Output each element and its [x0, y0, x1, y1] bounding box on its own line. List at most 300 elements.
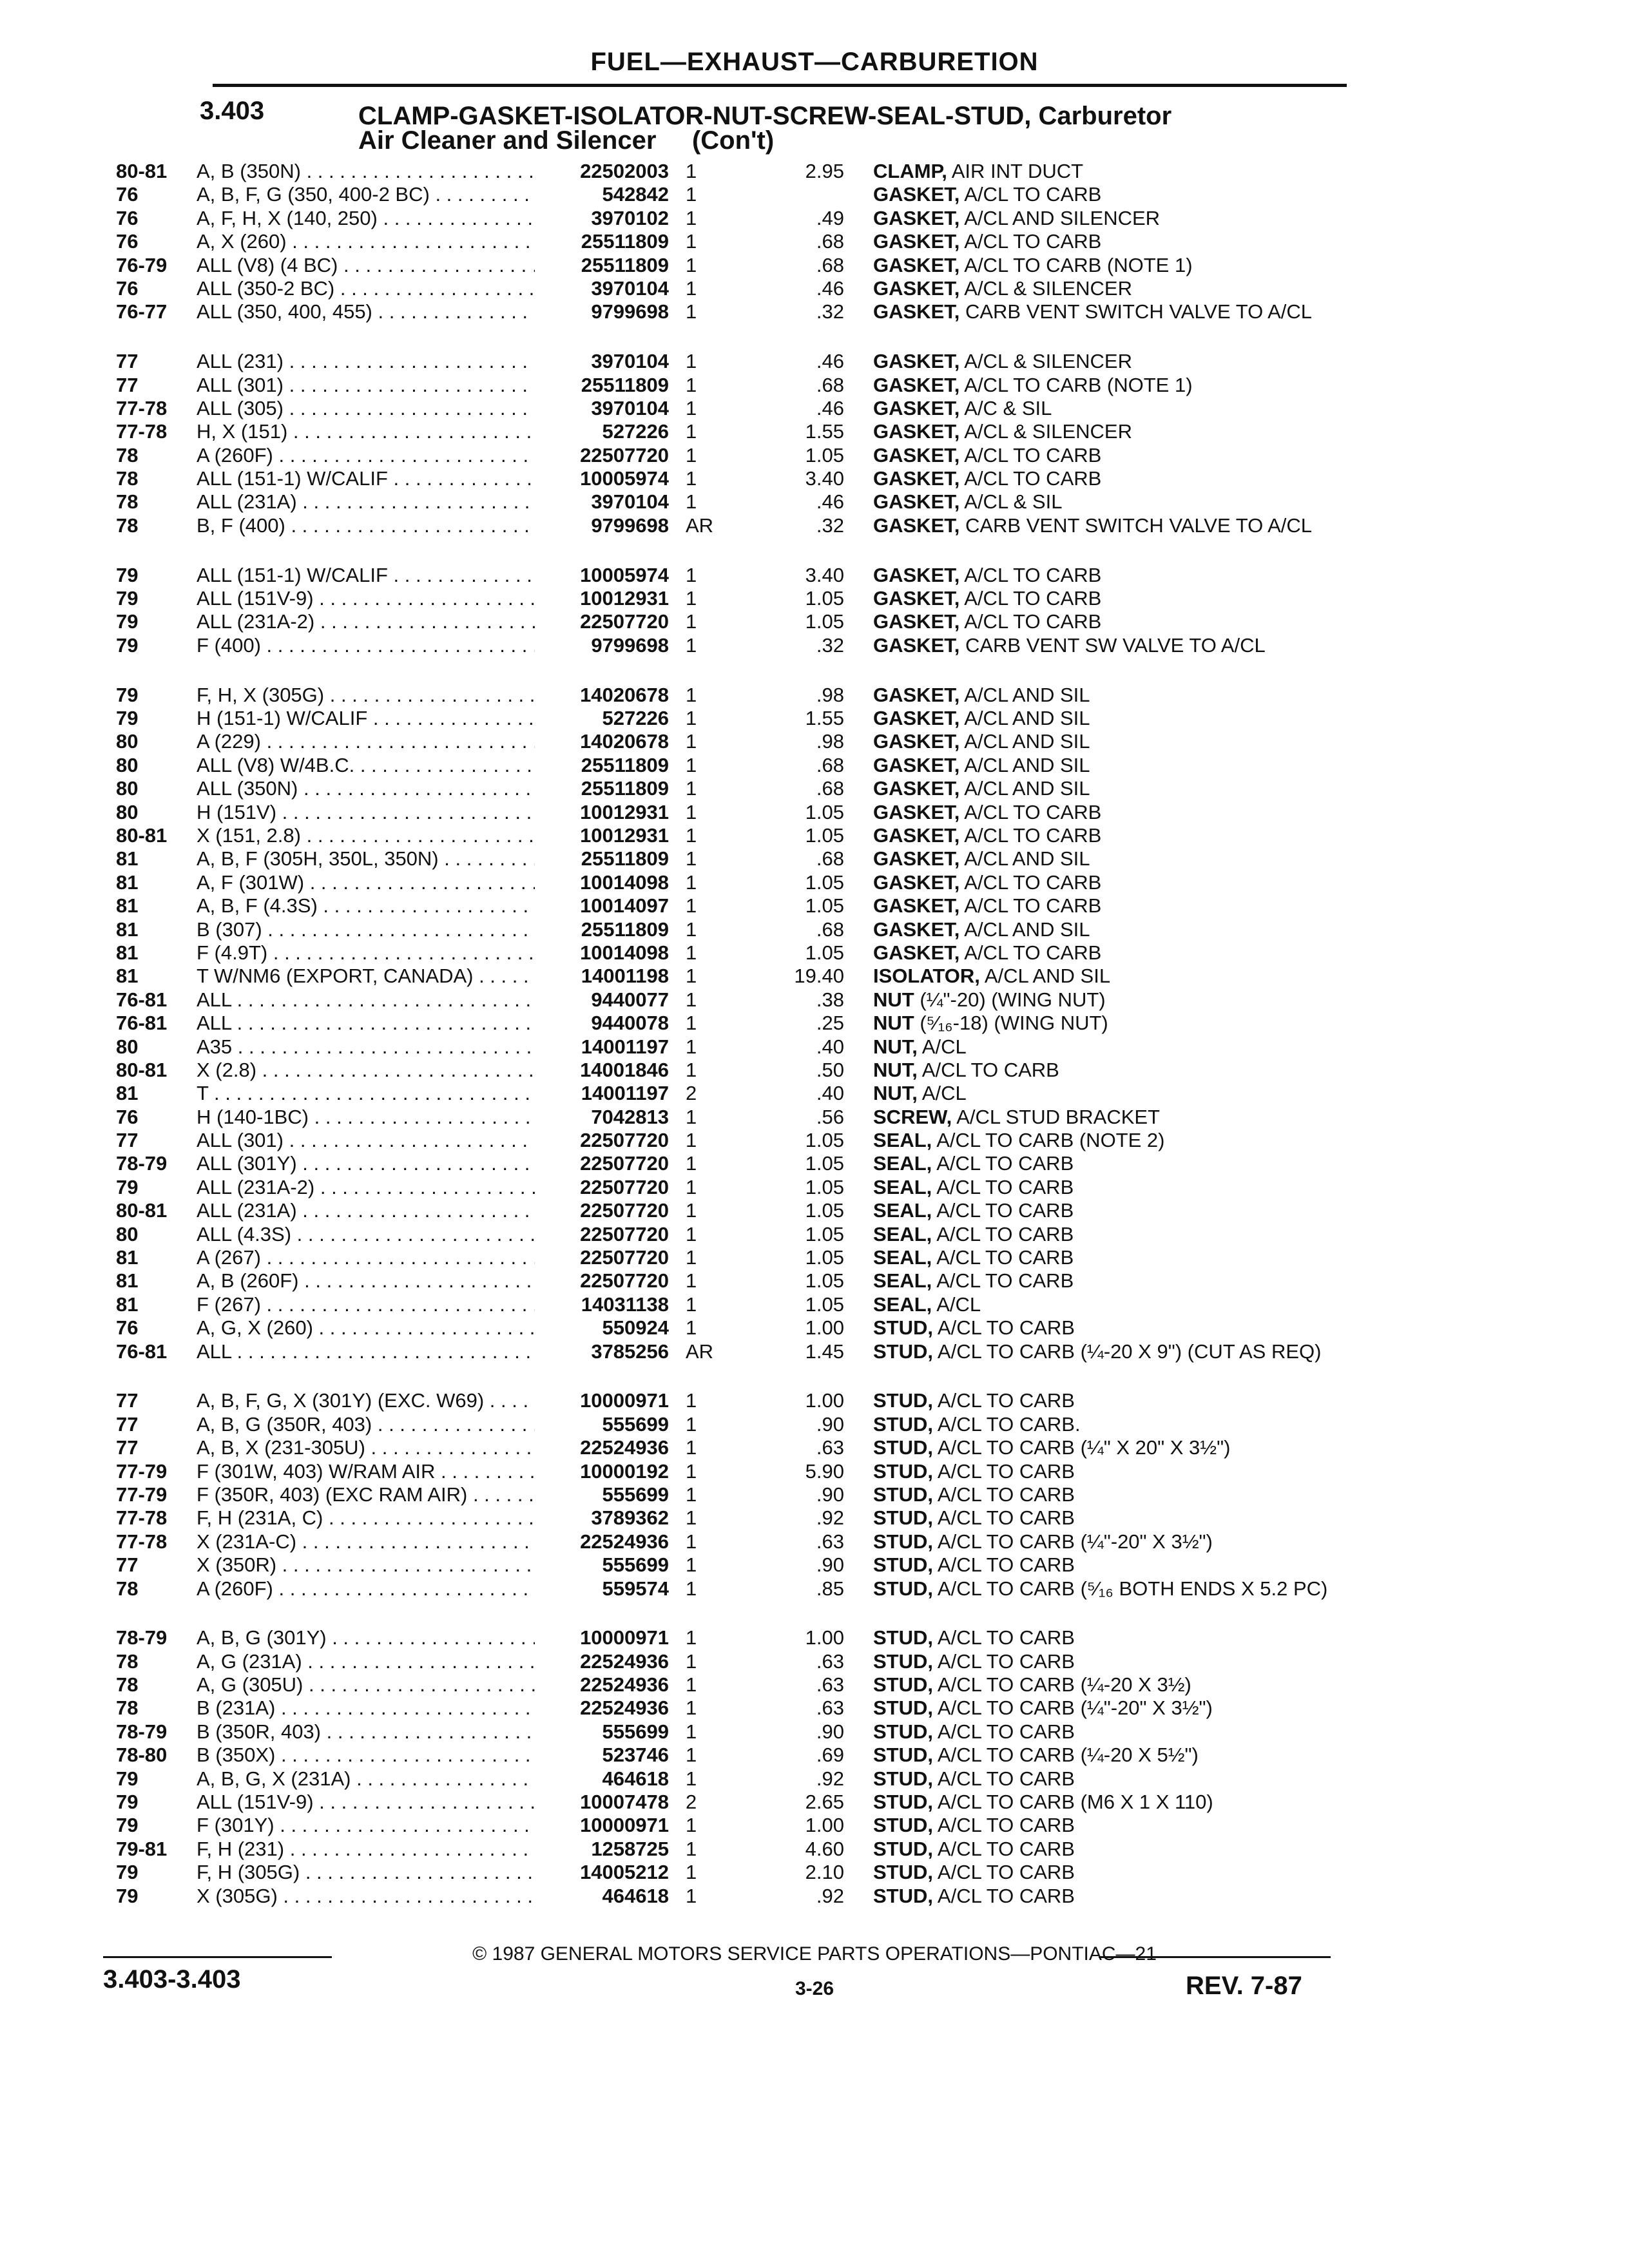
year-cell: 80 [116, 800, 139, 823]
price-cell: .69 [816, 1744, 844, 1767]
part-number-cell: 22524936 [580, 1436, 669, 1459]
application-cell: A, G, X (260) . . . [197, 1316, 535, 1340]
part-number-cell: 22507720 [580, 1222, 669, 1245]
part-number-cell: 14001846 [580, 1058, 669, 1081]
item-name: GASKET, [873, 396, 960, 419]
year-cell: 78 [116, 1673, 139, 1696]
item-name: STUD, [873, 1506, 933, 1530]
quantity-cell: 1 [686, 1389, 697, 1412]
item-description: A/C & SIL [959, 396, 1052, 419]
item-description: A/CL TO CARB [959, 443, 1102, 466]
application-cell: A, G (231A) . . . [197, 1650, 535, 1673]
table-row [0, 514, 1629, 561]
price-cell: .90 [816, 1553, 844, 1577]
year-cell: 80-81 [116, 1199, 168, 1222]
part-number-cell: 25511809 [581, 753, 669, 776]
application-cell: F (301Y) . . . [197, 1814, 535, 1837]
application-cell: F (350R, 403) (EXC RAM AIR) . . . [197, 1483, 535, 1506]
year-cell: 77-78 [116, 1506, 168, 1530]
description-cell [873, 1059, 1337, 1082]
year-cell: 81 [116, 870, 139, 894]
item-name: STUD, [873, 1389, 933, 1412]
price-cell: .90 [816, 1412, 844, 1436]
item-name: SEAL, [873, 1222, 932, 1245]
part-number-cell: 25511809 [581, 230, 669, 253]
price-cell: 1.55 [805, 707, 844, 730]
year-cell: 77 [116, 1129, 139, 1152]
application-cell: A, B (260F) . . . [197, 1269, 535, 1293]
part-number-cell: 22507720 [580, 1175, 669, 1198]
price-cell: .68 [816, 847, 844, 870]
table-row [0, 634, 1629, 681]
item-description: A/CL TO CARB [959, 941, 1102, 964]
part-number-cell: 555699 [602, 1720, 669, 1743]
price-cell: .46 [816, 396, 844, 419]
year-cell: 81 [116, 1269, 139, 1293]
part-number-cell: 3970104 [591, 396, 669, 419]
year-cell: 78-79 [116, 1720, 168, 1743]
quantity-cell: 1 [686, 1269, 697, 1293]
part-number-cell: 22507720 [580, 610, 669, 633]
description-cell [873, 350, 1337, 373]
quantity-cell: 1 [686, 894, 697, 918]
table-row [0, 1413, 1629, 1436]
item-description: A/CL TO CARB [933, 1720, 1075, 1743]
application-cell: ALL (151V-9) . . . [197, 587, 535, 610]
price-cell: 1.45 [805, 1340, 844, 1363]
quantity-cell: 1 [686, 1105, 697, 1128]
application-cell: A, B, F (4.3S) . . . [197, 894, 535, 918]
part-number-cell: 7042813 [591, 1105, 669, 1128]
item-name: GASKET, [873, 373, 960, 396]
part-number-cell: 10005974 [580, 563, 669, 586]
table-row [0, 965, 1629, 988]
quantity-cell: 1 [686, 823, 697, 847]
table-row [0, 1553, 1629, 1577]
section-number: 3.403 [200, 97, 265, 125]
description-cell [873, 941, 1337, 965]
item-description: A/CL TO CARB [959, 610, 1102, 633]
price-cell: 1.05 [805, 1152, 844, 1175]
table-row [0, 1720, 1629, 1744]
price-cell: 1.00 [805, 1626, 844, 1649]
part-number-cell: 464618 [602, 1767, 669, 1790]
table-row [0, 1389, 1629, 1412]
year-cell: 78 [116, 1577, 139, 1600]
item-description: A/CL TO CARB [933, 1506, 1075, 1530]
description-cell [873, 490, 1337, 514]
application-cell: ALL (V8) W/4B.C. . . . [197, 754, 535, 777]
application-cell: A, B, G, X (231A) . . . [197, 1767, 535, 1791]
price-cell: 1.05 [805, 800, 844, 823]
part-number-cell: 555699 [602, 1483, 669, 1506]
quantity-cell: 1 [686, 230, 697, 253]
part-number-cell: 10012931 [580, 800, 669, 823]
table-row [0, 467, 1629, 490]
application-cell: T . . . [197, 1082, 535, 1105]
price-cell: .92 [816, 1767, 844, 1790]
item-name: NUT [873, 988, 914, 1011]
description-cell [873, 1106, 1337, 1129]
application-cell: A, B, F (305H, 350L, 350N) . . . [197, 847, 535, 870]
item-description: A/CL AND SIL [979, 965, 1111, 988]
table-row [0, 684, 1629, 707]
item-name: GASKET, [873, 777, 960, 800]
item-description: A/CL AND SIL [959, 730, 1090, 753]
item-name: STUD, [873, 1412, 933, 1436]
table-row [0, 397, 1629, 420]
application-cell: A, B, G (301Y) . . . [197, 1626, 535, 1649]
item-description: A/CL TO CARB [933, 1884, 1075, 1907]
item-name: STUD, [873, 1744, 933, 1767]
table-row [0, 894, 1629, 918]
quantity-cell: 1 [686, 1626, 697, 1649]
description-cell [873, 254, 1337, 277]
application-cell: F (400) . . . [197, 634, 535, 657]
part-number-cell: 527226 [602, 420, 669, 443]
part-number-cell: 550924 [602, 1316, 669, 1340]
table-row [0, 1316, 1629, 1340]
description-cell [873, 1626, 1337, 1649]
quantity-cell: 1 [686, 183, 697, 206]
year-cell: 79 [116, 1861, 139, 1884]
year-cell: 77 [116, 1412, 139, 1436]
description-cell [873, 420, 1337, 443]
footer-section-range: 3.403-3.403 [103, 1965, 241, 1994]
item-description: A/CL TO CARB [933, 1649, 1075, 1673]
item-name: SEAL, [873, 1129, 932, 1152]
description-cell [873, 183, 1337, 206]
item-name: STUD, [873, 1530, 933, 1553]
item-name: GASKET, [873, 253, 960, 276]
item-description: A/CL TO CARB [932, 1175, 1074, 1198]
table-row [0, 160, 1629, 183]
item-description: A/CL & SILENCER [959, 276, 1132, 300]
year-cell: 77 [116, 1553, 139, 1577]
item-description: A/CL AND SIL [959, 847, 1090, 870]
part-number-cell: 10014097 [580, 894, 669, 918]
application-cell: A (229) . . . [197, 730, 535, 753]
item-description: CARB VENT SWITCH VALVE TO A/CL [959, 300, 1313, 323]
footer-copyright: © 1987 GENERAL MOTORS SERVICE PARTS OPERATIONS—PONTIAC—21 [472, 1943, 1157, 1965]
year-cell: 79 [116, 1767, 139, 1790]
price-cell: 1.05 [805, 1246, 844, 1269]
table-row [0, 1885, 1629, 1908]
part-number-cell: 3785256 [591, 1340, 669, 1363]
application-cell: ALL . . . [197, 1012, 535, 1035]
quantity-cell: 1 [686, 443, 697, 466]
quantity-cell: 1 [686, 1436, 697, 1459]
description-cell [873, 1152, 1337, 1175]
application-cell: ALL (231A) . . . [197, 490, 535, 514]
year-cell: 79 [116, 1814, 139, 1837]
description-cell [873, 374, 1337, 397]
page-header: FUEL—EXHAUST—CARBURETION [590, 48, 1039, 76]
footer-revision: REV. 7-87 [1186, 1972, 1302, 2000]
item-name: GASKET, [873, 730, 960, 753]
quantity-cell: 1 [686, 707, 697, 730]
item-description: A/CL TO CARB [932, 1152, 1074, 1175]
application-cell: A, B, F, G (350, 400-2 BC) . . . [197, 183, 535, 206]
item-description: A/CL TO CARB (¼-20 X 5½") [933, 1744, 1199, 1767]
year-cell: 78 [116, 467, 139, 490]
table-row [0, 1744, 1629, 1767]
description-cell [873, 514, 1337, 537]
year-cell: 80-81 [116, 1058, 168, 1081]
description-cell [873, 1293, 1337, 1316]
item-description: A/CL TO CARB (¼" X 20" X 3½") [933, 1436, 1231, 1459]
item-description: A/CL TO CARB [933, 1553, 1075, 1577]
quantity-cell: 1 [686, 396, 697, 419]
price-cell: 1.05 [805, 610, 844, 633]
part-number-cell: 555699 [602, 1412, 669, 1436]
item-description: A/CL TO CARB. [933, 1412, 1081, 1436]
year-cell: 81 [116, 894, 139, 918]
part-number-cell: 14001197 [581, 1035, 669, 1058]
description-cell [873, 824, 1337, 847]
item-description: A/CL & SILENCER [959, 420, 1132, 443]
description-cell [873, 1861, 1337, 1884]
table-row [0, 564, 1629, 587]
description-cell [873, 1199, 1337, 1222]
item-description: A/CL TO CARB [932, 1199, 1074, 1222]
application-cell: X (350R) . . . [197, 1553, 535, 1577]
year-cell: 79 [116, 1884, 139, 1907]
description-cell [873, 1696, 1337, 1720]
part-number-cell: 22507720 [580, 443, 669, 466]
price-cell: .32 [816, 300, 844, 323]
quantity-cell: 1 [686, 1577, 697, 1600]
application-cell: H (151-1) W/CALIF . . . [197, 707, 535, 730]
price-cell: .32 [816, 633, 844, 657]
price-cell: 1.00 [805, 1316, 844, 1340]
quantity-cell: 1 [686, 1129, 697, 1152]
price-cell: 1.05 [805, 823, 844, 847]
quantity-cell: 1 [686, 683, 697, 706]
description-cell [873, 730, 1337, 753]
quantity-cell: 1 [686, 988, 697, 1011]
table-row [0, 1861, 1629, 1884]
price-cell: .68 [816, 373, 844, 396]
year-cell: 78-79 [116, 1626, 168, 1649]
application-cell: F, H (231) . . . [197, 1838, 535, 1861]
part-number-cell: 22507720 [580, 1152, 669, 1175]
quantity-cell: 1 [686, 1246, 697, 1269]
table-row [0, 587, 1629, 610]
item-description: A/CL STUD BRACKET [952, 1105, 1160, 1128]
price-cell: 1.05 [805, 587, 844, 610]
part-number-cell: 3970104 [591, 276, 669, 300]
table-row [0, 988, 1629, 1012]
description-cell [873, 1530, 1337, 1553]
part-number-cell: 22524936 [580, 1530, 669, 1553]
quantity-cell: 1 [686, 1199, 697, 1222]
table-row [0, 1814, 1629, 1837]
price-cell: .38 [816, 988, 844, 1011]
quantity-cell: 1 [686, 633, 697, 657]
description-cell [873, 801, 1337, 824]
year-cell: 76-79 [116, 253, 168, 276]
item-name: GASKET, [873, 230, 960, 253]
price-cell: 1.05 [805, 870, 844, 894]
table-row [0, 1673, 1629, 1696]
item-name: GASKET, [873, 823, 960, 847]
quantity-cell: 1 [686, 490, 697, 514]
quantity-cell: 1 [686, 1744, 697, 1767]
application-cell: ALL (301Y) . . . [197, 1152, 535, 1175]
description-cell [873, 634, 1337, 657]
quantity-cell: 1 [686, 965, 697, 988]
description-cell [873, 564, 1337, 587]
table-row [0, 1483, 1629, 1506]
part-number-cell: 22507720 [580, 1246, 669, 1269]
table-row [0, 1696, 1629, 1720]
quantity-cell: 1 [686, 1884, 697, 1907]
table-row [0, 801, 1629, 824]
application-cell: F, H, X (305G) . . . [197, 684, 535, 707]
year-cell: 80 [116, 777, 139, 800]
item-name: STUD, [873, 1436, 933, 1459]
part-number-cell: 10000971 [580, 1389, 669, 1412]
year-cell: 81 [116, 965, 139, 988]
item-description: A/CL TO CARB [933, 1316, 1075, 1340]
application-cell: B (350X) . . . [197, 1744, 535, 1767]
part-number-cell: 555699 [602, 1553, 669, 1577]
table-row [0, 777, 1629, 800]
item-name: SEAL, [873, 1199, 932, 1222]
item-name: STUD, [873, 1649, 933, 1673]
year-cell: 78-80 [116, 1744, 168, 1767]
price-cell: .90 [816, 1483, 844, 1506]
quantity-cell: 1 [686, 1152, 697, 1175]
year-cell: 77 [116, 1389, 139, 1412]
item-description: A/CL TO CARB [932, 1222, 1074, 1245]
description-cell [873, 467, 1337, 490]
application-cell: H (151V) . . . [197, 801, 535, 824]
quantity-cell: 1 [686, 753, 697, 776]
application-cell: ALL (231A-2) . . . [197, 610, 535, 633]
quantity-cell: 1 [686, 206, 697, 229]
year-cell: 77-78 [116, 396, 168, 419]
part-number-cell: 10014098 [580, 870, 669, 894]
application-cell: ALL (231) . . . [197, 350, 535, 373]
item-description: A/CL TO CARB [932, 1269, 1074, 1293]
item-description: A/CL [917, 1035, 967, 1058]
application-cell: F, H (305G) . . . [197, 1861, 535, 1884]
year-cell: 80 [116, 730, 139, 753]
price-cell: .68 [816, 753, 844, 776]
item-name: GASKET, [873, 753, 960, 776]
part-number-cell: 14001198 [581, 965, 669, 988]
item-name: GASKET, [873, 563, 960, 586]
application-cell: A, B, F, G, X (301Y) (EXC. W69) . . . [197, 1389, 535, 1412]
description-cell [873, 684, 1337, 707]
part-number-cell: 25511809 [581, 373, 669, 396]
part-number-cell: 464618 [602, 1884, 669, 1907]
application-cell: X (2.8) . . . [197, 1059, 535, 1082]
part-number-cell: 22507720 [580, 1199, 669, 1222]
description-cell [873, 277, 1337, 300]
item-description: A/CL TO CARB [959, 587, 1102, 610]
year-cell: 77-78 [116, 420, 168, 443]
quantity-cell: AR [686, 1340, 714, 1363]
quantity-cell: 1 [686, 1649, 697, 1673]
application-cell: ALL (305) . . . [197, 397, 535, 420]
part-number-cell: 3789362 [591, 1506, 669, 1530]
part-number-cell: 10012931 [580, 587, 669, 610]
part-number-cell: 10000971 [580, 1626, 669, 1649]
quantity-cell: 1 [686, 300, 697, 323]
application-cell: ALL . . . [197, 1340, 535, 1363]
item-description: A/CL & SILENCER [959, 350, 1132, 373]
price-cell: 1.00 [805, 1814, 844, 1837]
price-cell: .25 [816, 1012, 844, 1035]
year-cell: 81 [116, 918, 139, 941]
item-description: A/CL AND SIL [959, 683, 1090, 706]
item-description: A/CL AND SILENCER [959, 206, 1161, 229]
quantity-cell: 1 [686, 1720, 697, 1743]
item-name: GASKET, [873, 870, 960, 894]
item-name: GASKET, [873, 206, 960, 229]
part-number-cell: 3970102 [591, 206, 669, 229]
item-name: GASKET, [873, 514, 960, 537]
year-cell: 78 [116, 1696, 139, 1720]
quantity-cell: 1 [686, 1696, 697, 1720]
year-cell: 79 [116, 587, 139, 610]
application-cell: X (151, 2.8) . . . [197, 824, 535, 847]
year-cell: 80 [116, 1222, 139, 1245]
quantity-cell: 1 [686, 1175, 697, 1198]
item-name: STUD, [873, 1767, 933, 1790]
application-cell: B (307) . . . [197, 918, 535, 941]
item-description: A/CL TO CARB [933, 1837, 1075, 1860]
part-number-cell: 25511809 [581, 918, 669, 941]
price-cell: .63 [816, 1673, 844, 1696]
application-cell: ALL (4.3S) . . . [197, 1223, 535, 1246]
year-cell: 79 [116, 683, 139, 706]
price-cell: .63 [816, 1649, 844, 1673]
description-cell [873, 397, 1337, 420]
application-cell: A, G (305U) . . . [197, 1673, 535, 1696]
price-cell: .92 [816, 1506, 844, 1530]
item-description: A/CL TO CARB [959, 894, 1102, 918]
description-cell [873, 1650, 1337, 1673]
item-description: CARB VENT SW VALVE TO A/CL [959, 633, 1266, 657]
table-row [0, 444, 1629, 467]
part-number-cell: 10014098 [580, 941, 669, 964]
part-number-cell: 14020678 [580, 730, 669, 753]
part-number-cell: 22507720 [580, 1269, 669, 1293]
table-row [0, 1082, 1629, 1105]
table-row [0, 230, 1629, 253]
item-name: GASKET, [873, 300, 960, 323]
part-number-cell: 9799698 [591, 514, 669, 537]
quantity-cell: 1 [686, 847, 697, 870]
description-cell [873, 1673, 1337, 1696]
item-description: A/CL TO CARB [959, 183, 1102, 206]
application-cell: A (267) . . . [197, 1246, 535, 1269]
application-cell: A, X (260) . . . [197, 230, 535, 253]
application-cell: ALL (V8) (4 BC) . . . [197, 254, 535, 277]
year-cell: 77 [116, 1436, 139, 1459]
item-name: SEAL, [873, 1175, 932, 1198]
price-cell: 1.05 [805, 894, 844, 918]
quantity-cell: 1 [686, 1293, 697, 1316]
part-number-cell: 22524936 [580, 1649, 669, 1673]
part-number-cell: 14031138 [581, 1293, 669, 1316]
price-cell: 1.05 [805, 443, 844, 466]
table-row [0, 1626, 1629, 1649]
